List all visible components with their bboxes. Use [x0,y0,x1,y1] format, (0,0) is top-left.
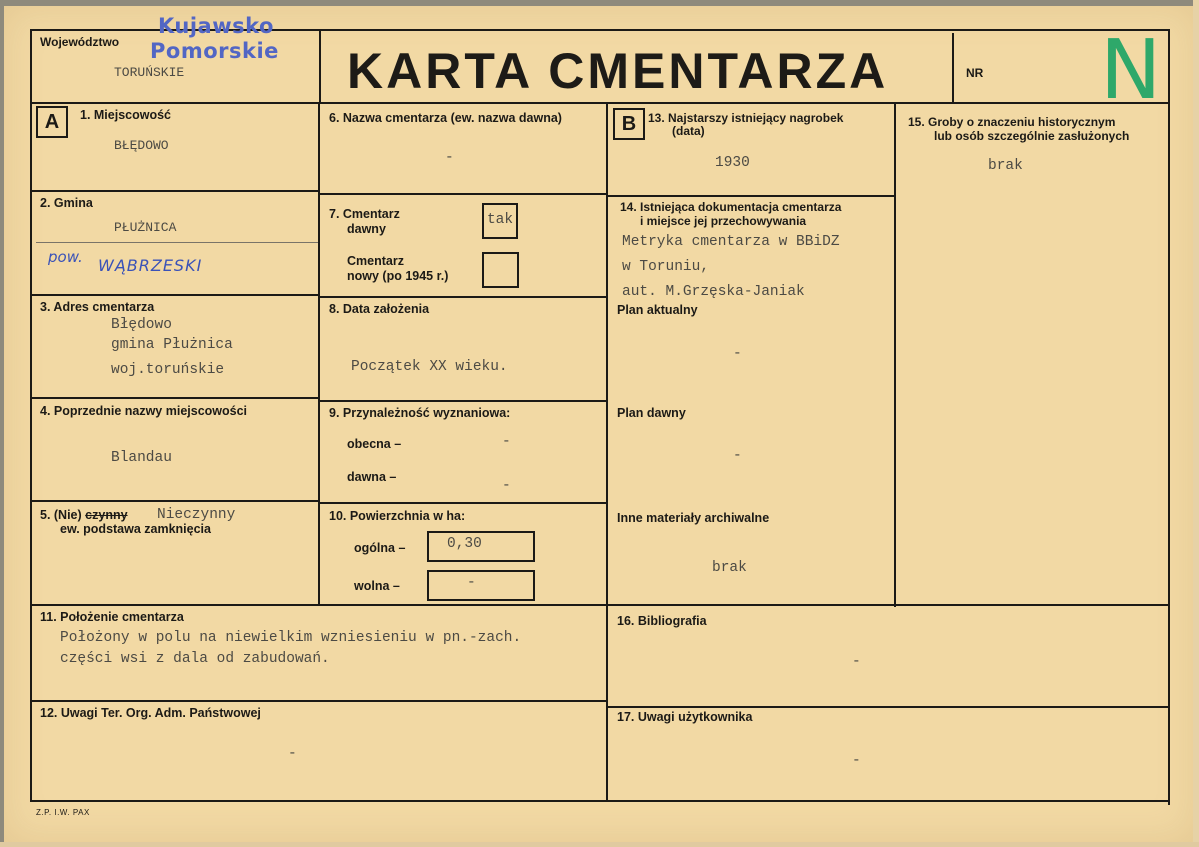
f11-label: 11. Położenie cmentarza [40,610,184,624]
stamp-line-1: Kujawsko [158,14,274,38]
f11-line-1: Położony w polu na niewielkim wzniesieniu w pn.-zach. [60,630,522,646]
f6-value: - [445,150,454,166]
ogolna-value: 0,30 [447,536,482,552]
ogolna-field[interactable] [427,531,535,562]
f9-dawna-value: - [502,478,511,494]
col-v1 [318,102,320,605]
f5-label [40,508,128,522]
f8-value: Początek XX wieku. [351,359,508,375]
f7-dawny-label-1: 7. Cmentarz [329,207,400,221]
f14-line-1: Metryka cmentarza w BBiDZ [622,234,840,250]
row-9-10 [318,502,608,504]
f12-label: 12. Uwagi Ter. Org. Adm. Państwowej [40,706,261,720]
nr-label: NR [966,66,984,80]
f5-value: Nieczynny [157,507,236,523]
section-a-badge: A [36,106,68,138]
f8-label: 8. Data założenia [329,302,430,316]
f1-value: BŁĘDOWO [114,138,169,153]
f5-label-struck: czynny [85,508,128,522]
wojewodztwo-label: Województwo [40,35,120,49]
wojewodztwo-value: TORUŃSKIE [114,65,185,80]
dawny-checkbox-value: tak [486,212,514,228]
f16-label: 16. Bibliografia [617,614,707,628]
f3-line-2: gmina Płużnica [111,337,233,353]
row-13-14 [606,195,896,197]
frame-bottom [30,800,1170,802]
f5-label-prefix: 5. (Nie) [40,508,82,522]
f9-label: 9. Przynależność wyznaniowa: [329,406,511,420]
print-code: Z.P. I.W. PAX [36,808,90,817]
dawny-checkbox[interactable] [482,203,518,239]
plan-aktualny-value: - [733,346,742,362]
f13-value: 1930 [715,155,750,171]
f17-label: 17. Uwagi użytkownika [617,710,753,724]
header-divider [30,102,1170,104]
f4-value: Blandau [111,450,172,466]
row-7-8 [318,296,608,298]
f10-wolna-label: wolna – [354,579,400,593]
f7-nowy-label-1: Cmentarz [347,254,404,268]
f5-label-line2: ew. podstawa zamknięcia [60,522,211,536]
header-v1 [319,29,321,104]
f7-nowy-label-2: nowy (po 1945 r.) [347,269,449,283]
page-title: KARTA CMENTARZA [347,43,889,99]
f2-label: 2. Gmina [40,196,93,210]
plan-aktualny-label: Plan aktualny [617,303,698,317]
row-6-7 [318,193,608,195]
f14-line-2: w Toruniu, [622,259,710,275]
paper-edge-bottom [0,842,1199,847]
kujawsko-pomorskie-stamp [150,14,279,64]
row-3-4 [30,397,320,399]
header-v2 [952,33,954,104]
f14-label-1: 14. Istniejąca dokumentacja cmentarza [620,200,842,214]
frame-right [1168,29,1170,805]
f15-label-1: 15. Groby o znaczeniu historycznym [908,115,1116,129]
paper-edge [1193,0,1199,847]
stamp-line-2: Pomorskie [150,39,279,63]
col-v3 [894,102,896,607]
f17-value: - [852,753,861,769]
nr-value: N [1100,23,1162,118]
row-2-3 [30,294,320,296]
inne-label: Inne materiały archiwalne [617,511,770,525]
gmina-divider [36,242,318,243]
f13-label-1: 13. Najstarszy istniejący nagrobek [648,111,844,125]
frame-left [30,29,32,802]
col-v2 [606,102,608,800]
f10-label: 10. Powierzchnia w ha: [329,509,466,523]
row-8-9 [318,400,608,402]
section-b-badge: B [613,108,645,140]
row-1-2 [30,190,320,192]
wolna-value: - [467,575,476,591]
row-11-12 [30,700,608,702]
f4-label: 4. Poprzednie nazwy miejscowości [40,404,248,418]
f10-ogolna-label: ogólna – [354,541,406,555]
f12-value: - [288,746,297,762]
f9-dawna-label: dawna – [347,470,397,484]
row-4-5 [30,500,320,502]
plan-dawny-value: - [733,448,742,464]
row-lower-1 [30,604,1170,606]
pow-label: pow. [48,248,83,266]
f2-value: PŁUŻNICA [114,220,177,235]
inne-value: brak [712,560,747,576]
f1-label: 1. Miejscowość [80,108,172,122]
f14-line-3: aut. M.Grzęska-Janiak [622,284,805,300]
nowy-checkbox[interactable] [482,252,519,288]
wolna-field[interactable] [427,570,535,601]
f11-line-2: części wsi z dala od zabudowań. [60,651,330,667]
f7-dawny-label-2: dawny [347,222,386,236]
f3-label: 3. Adres cmentarza [40,300,155,314]
plan-dawny-label: Plan dawny [617,406,686,420]
f15-value: brak [988,158,1023,174]
f9-obecna-value: - [502,434,511,450]
row-16-17 [606,706,1168,708]
f9-obecna-label: obecna – [347,437,402,451]
f15-label-2: lub osób szczególnie zasłużonych [934,129,1130,143]
f14-label-2: i miejsce jej przechowywania [640,214,807,228]
f3-line-3: woj.toruńskie [111,362,225,378]
f13-label-2: (data) [672,124,705,138]
f16-value: - [852,654,861,670]
f3-line-1: Błędowo [111,317,172,333]
pow-value: WĄBRZESKI [98,256,203,275]
f6-label: 6. Nazwa cmentarza (ew. nazwa dawna) [329,111,562,125]
